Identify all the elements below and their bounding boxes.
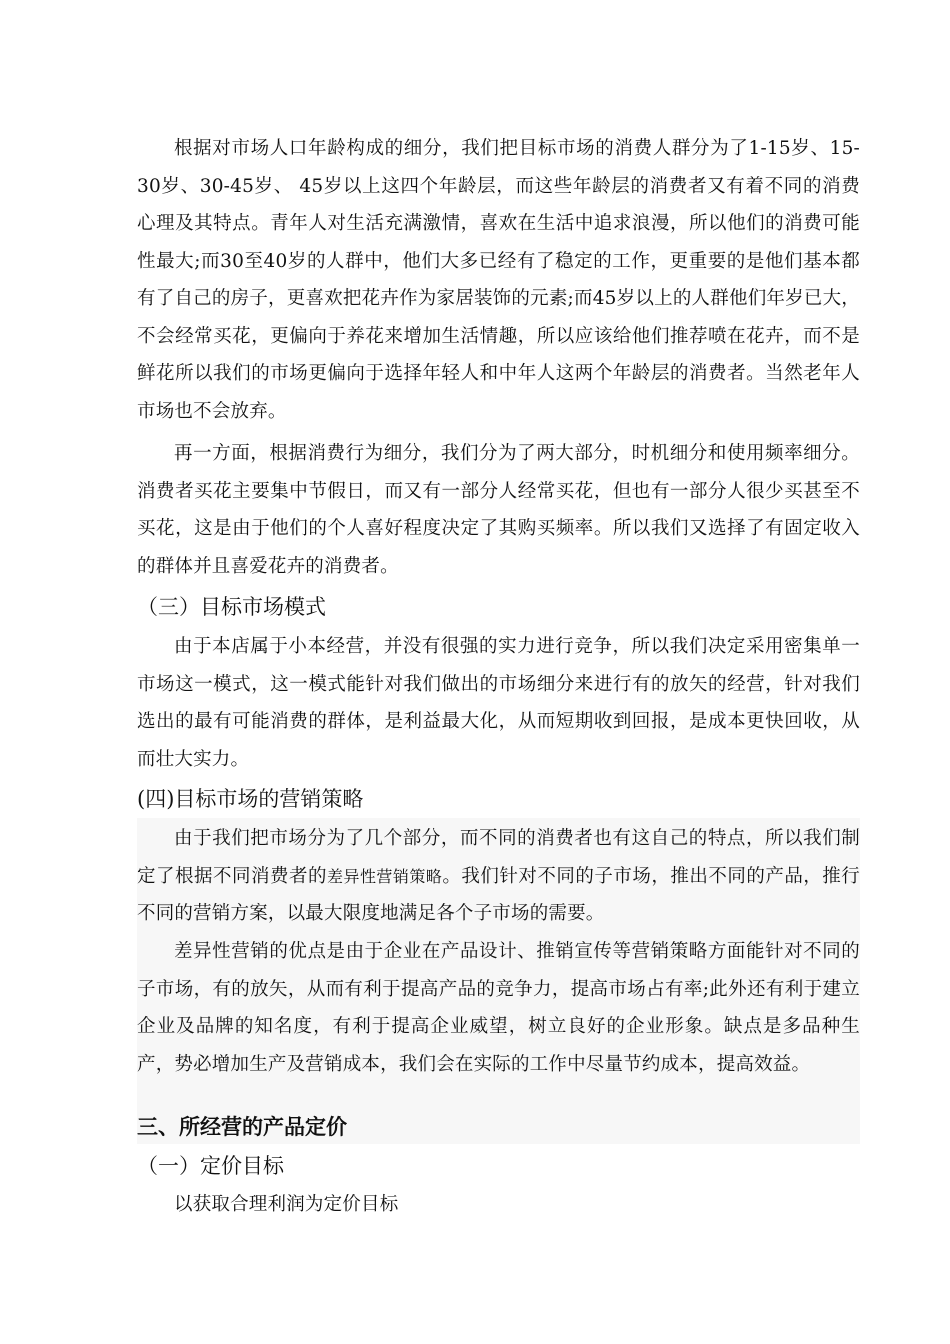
- section-heading-pricing: 三、所经营的产品定价: [137, 1115, 347, 1139]
- paragraph-text: 由于本店属于小本经营，并没有很强的实力进行竞争，所以我们决定采用密集单一市场这一模式，这一模式能针对我们做出的市场细分来进行有的放矢的经营，针对我们选出的最有可能消费的群体，是利益最大化，从而短期收到回报，是成本更快回收，从而壮大实力。: [137, 636, 860, 770]
- paragraph-age-segmentation: [137, 130, 860, 430]
- subheading-pricing-goal: （一）定价目标: [137, 1154, 284, 1178]
- paragraph-advantages: [137, 933, 860, 1083]
- paragraph-text-term: 差异性营销策略: [326, 866, 443, 886]
- subheading-target-market-mode: （三）目标市场模式: [137, 595, 326, 619]
- paragraph-pricing-goal: [137, 1186, 860, 1224]
- paragraph-text-part: 由于我们把市场分为了几个部分，而不同的消费者也有这自己的特点，所以我们制定了根据不同消费者的: [137, 828, 860, 887]
- subheading-marketing-strategy: (四)目标市场的营销策略: [137, 787, 364, 811]
- paragraph-text: [137, 820, 860, 933]
- paragraph-text: 再一方面，根据消费行为细分，我们分为了两大部分，时机细分和使用频率细分。消费者买花主要集中节假日，而又有一部分人经常买花，但也有一部分人很少买甚至不买花，这是由于他们的个人喜好程度决定了其购买频率。所以我们又选择了有固定收入的群体并且喜爱花卉的消费者。: [137, 443, 860, 577]
- paragraph-text: 根据对市场人口年龄构成的细分，我们把目标市场的消费人群分为了1-15岁、15-30岁、30-45岁、 45岁以上这四个年龄层，而这些年龄层的消费者又有着不同的消费心理及其特点。青年人对生活充满激情，喜欢在生活中追求浪漫，所以他们的消费可能性最大;而30至40岁的人群中，他们大多已经有了稳定的工作，更重要的是他们基本都有了自己的房子，更喜欢把花卉作为家居装饰的元素;而45岁以上的人群他们年岁已大，不会经常买花，更偏向于养花来增加生活情趣，所以应该给他们推荐喷在花卉，而不是鲜花所以我们的市场更偏向于选择年轻人和中年人这两个年龄层的消费者。当然老年人市场也不会放弃。: [137, 138, 860, 422]
- paragraph-strategy: [137, 820, 860, 933]
- paragraph-text: 以获取合理利润为定价目标: [174, 1194, 399, 1215]
- paragraph-market-mode: [137, 628, 860, 778]
- paragraph-text-part: 。我们针对不同的子市场，推出不同的产品，推行不同的营销方案，以最大限度地满足各个子市场的需要。: [137, 865, 860, 924]
- paragraph-behavior-segmentation: [137, 435, 860, 585]
- paragraph-text: 差异性营销的优点是由于企业在产品设计、推销宣传等营销策略方面能针对不同的子市场，有的放矢，从而有利于提高产品的竞争力，提高市场占有率;此外还有利于建立企业及品牌的知名度，有利于提高企业威望，树立良好的企业形象。缺点是多品种生产，势必增加生产及营销成本，我们会在实际的工作中尽量节约成本，提高效益。: [137, 941, 860, 1075]
